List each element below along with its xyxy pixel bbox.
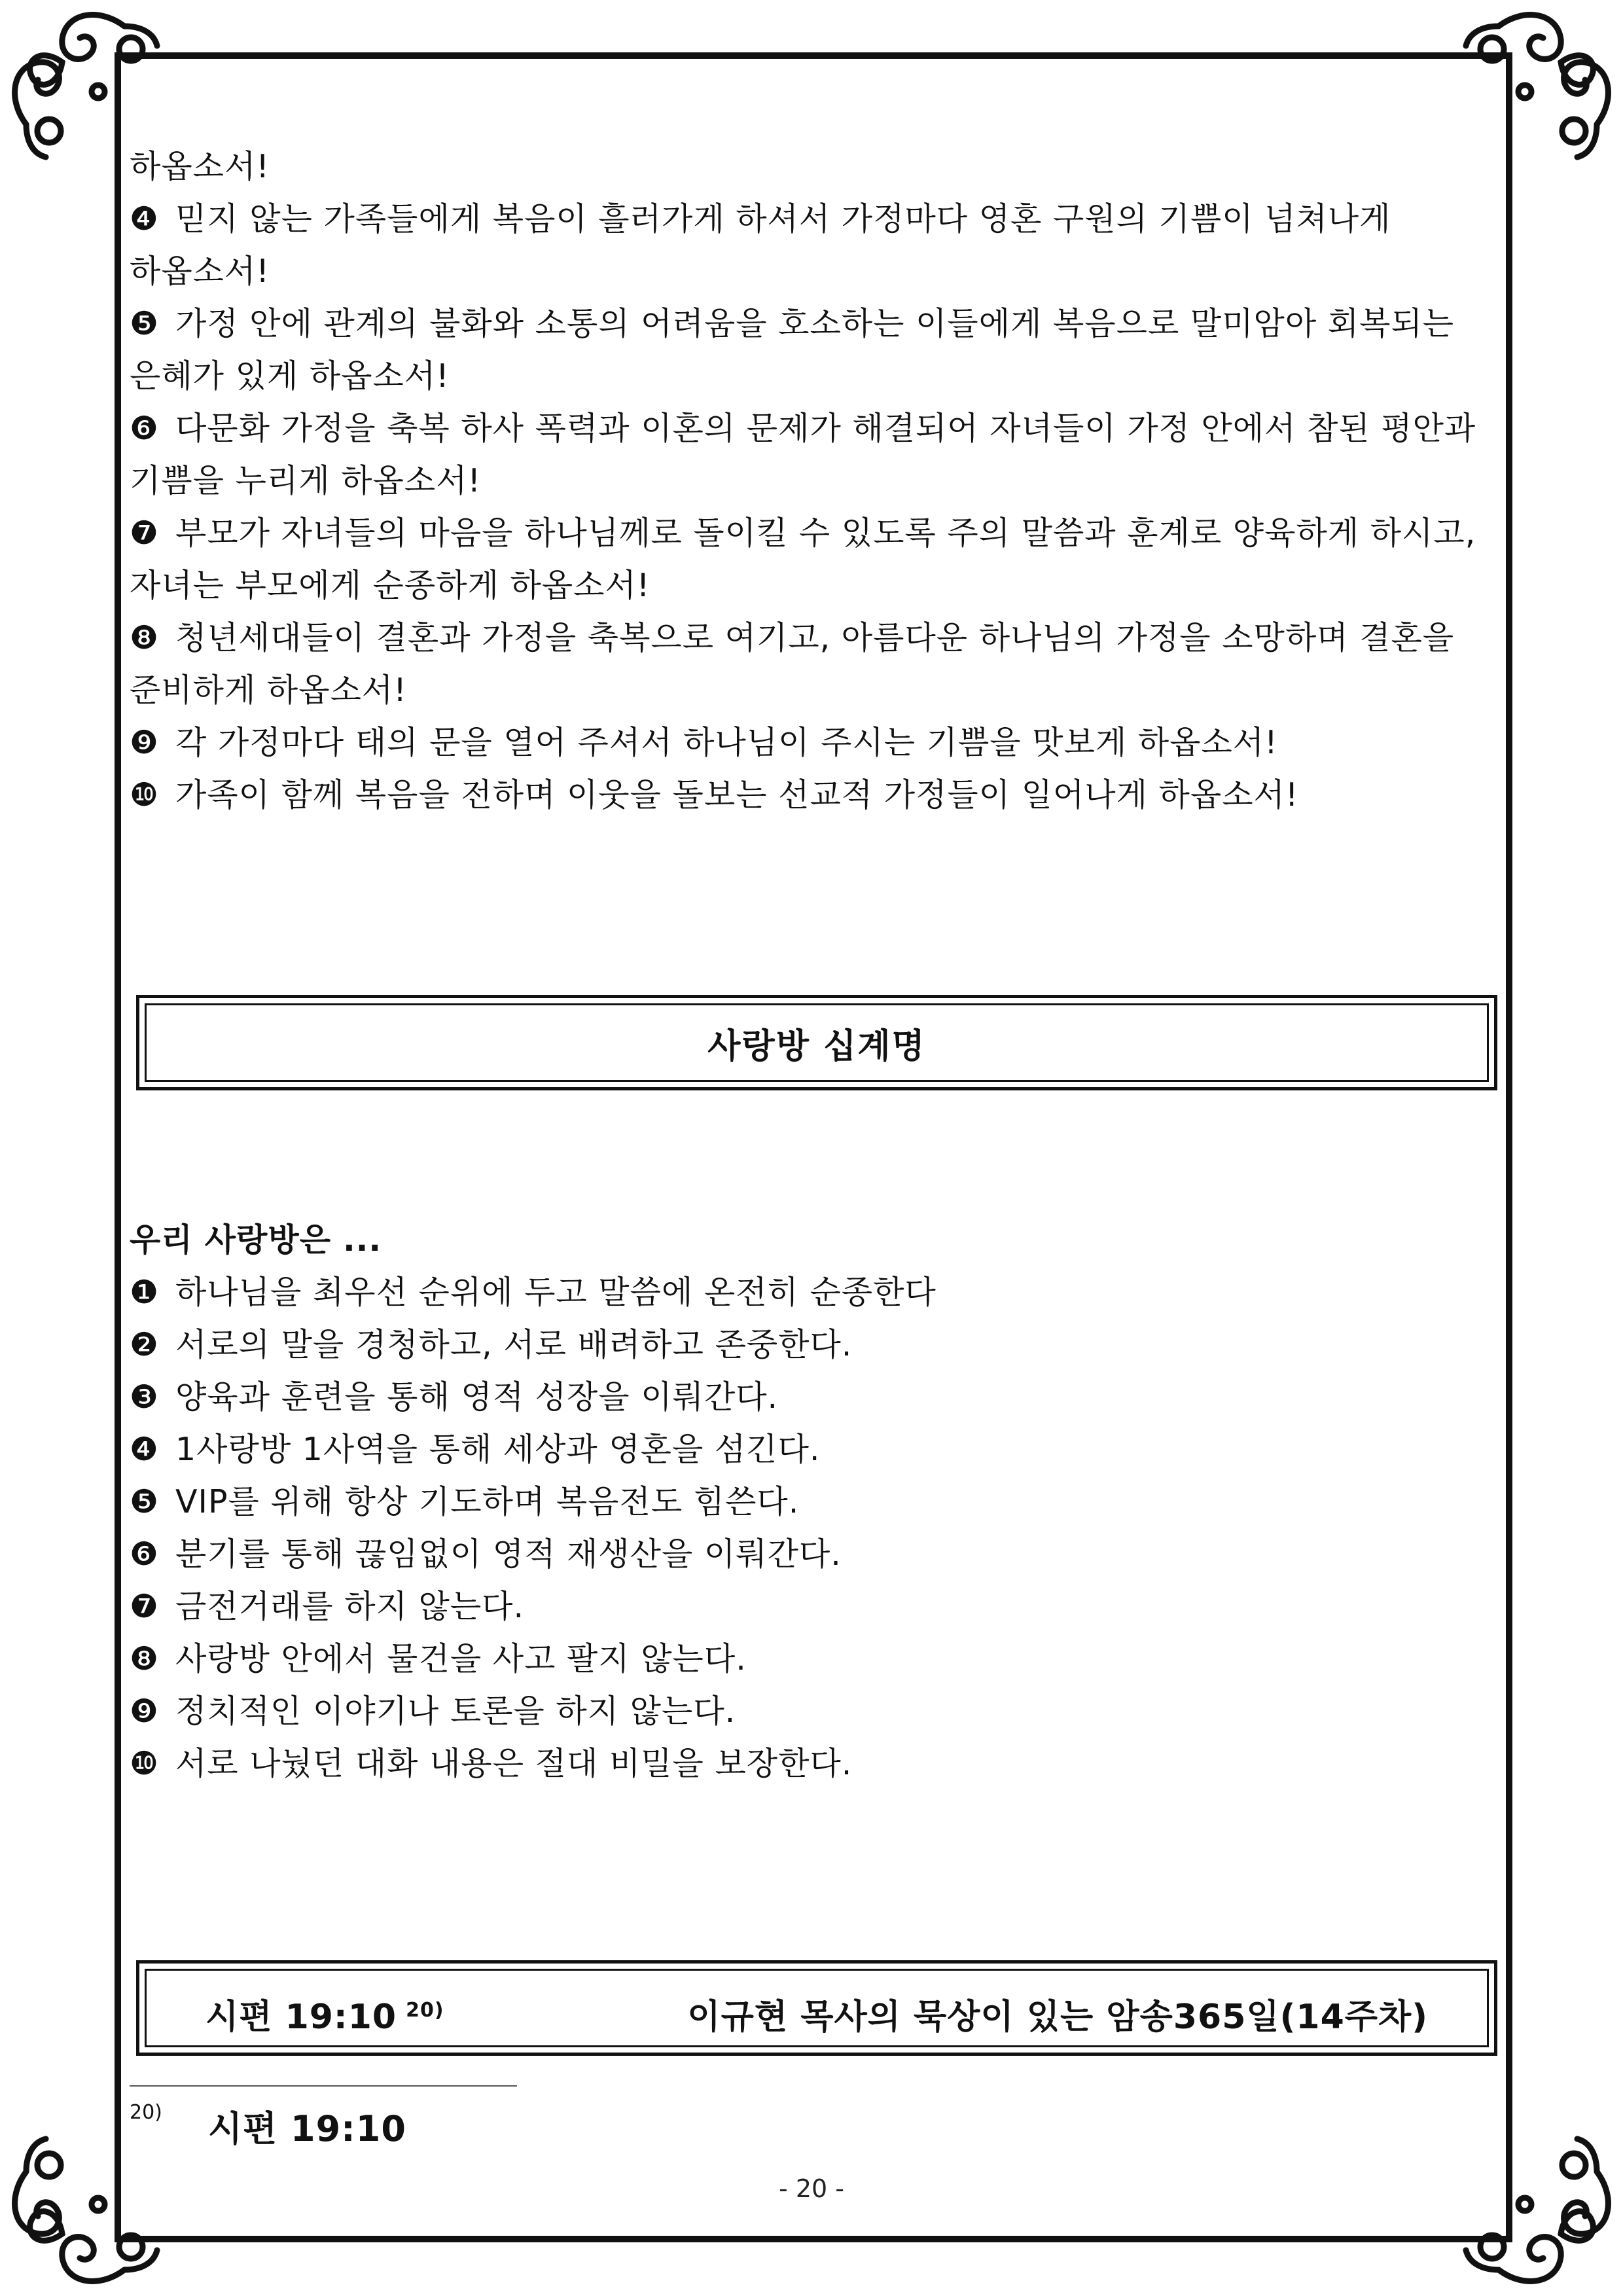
prayer-text: 각 가정마다 태의 문을 열어 주셔서 하나님이 주시는 기쁨을 맛보게 하옵소서! bbox=[175, 724, 1278, 761]
corner-ornament-bottom-right bbox=[1459, 2132, 1623, 2296]
section-title: 사랑방 십계명 bbox=[145, 1003, 1489, 1082]
prayer-number: ❺ bbox=[130, 305, 159, 342]
prayer-line bbox=[130, 664, 1504, 717]
prayer-text: 청년세대들이 결혼과 가정을 축복으로 여기고, 아름다운 하나님의 가정을 소망하며 결혼을 bbox=[175, 619, 1455, 656]
corner-ornament-bottom-left bbox=[0, 2132, 164, 2296]
verse-source: 이규현 목사의 묵상이 있는 암송365일(14주차) bbox=[687, 1998, 1428, 2037]
commandment-text: 1사랑방 1사역을 통해 세상과 영혼을 섬긴다. bbox=[175, 1431, 821, 1468]
commandment-number: ❸ bbox=[130, 1378, 159, 1416]
commandment-item bbox=[130, 1738, 1438, 1790]
commandment-text: VIP를 위해 항상 기도하며 복음전도 힘쓴다. bbox=[175, 1483, 800, 1520]
prayer-text: 은혜가 있게 하옵소서! bbox=[130, 357, 450, 395]
commandment-heading: 우리 사랑방은 ... bbox=[130, 1221, 382, 1259]
commandment-number: ❶ bbox=[130, 1274, 159, 1311]
commandment-item bbox=[130, 1685, 1438, 1738]
memory-verse-inner bbox=[145, 1969, 1489, 2047]
prayer-line bbox=[130, 717, 1504, 769]
prayer-line bbox=[130, 350, 1504, 403]
commandment-text: 서로의 말을 경청하고, 서로 배려하고 존중한다. bbox=[175, 1326, 853, 1363]
commandment-item bbox=[130, 1266, 1438, 1319]
commandment-item bbox=[130, 1633, 1438, 1685]
prayer-text: 준비하게 하옵소서! bbox=[130, 672, 407, 709]
commandment-number: ❺ bbox=[130, 1483, 159, 1520]
prayer-text: 믿지 않는 가족들에게 복음이 흘러가게 하셔서 가정마다 영혼 구원의 기쁨이 넘쳐나게 bbox=[175, 200, 1391, 238]
commandment-text: 사랑방 안에서 물건을 사고 팔지 않는다. bbox=[175, 1640, 747, 1677]
memory-verse-box bbox=[136, 1960, 1497, 2056]
prayer-line bbox=[130, 193, 1504, 245]
prayer-text: 기쁨을 누리게 하옵소서! bbox=[130, 462, 482, 499]
footnote-marker[interactable]: 20) bbox=[406, 1998, 444, 2022]
commandment-item bbox=[130, 1581, 1438, 1633]
prayer-text: 가족이 함께 복음을 전하며 이웃을 돌보는 선교적 가정들이 일어나게 하옵소서! bbox=[175, 776, 1299, 814]
prayer-number: ❼ bbox=[130, 514, 159, 552]
commandment-item bbox=[130, 1528, 1438, 1581]
verse-reference bbox=[205, 1989, 444, 2038]
prayer-number: ❹ bbox=[130, 200, 159, 238]
prayer-text: 하옵소서! bbox=[130, 148, 270, 185]
commandment-item bbox=[130, 1424, 1438, 1476]
commandment-number: ❷ bbox=[130, 1326, 159, 1363]
commandment-text: 정치적인 이야기나 토론을 하지 않는다. bbox=[175, 1693, 736, 1730]
footnote bbox=[130, 2101, 406, 2153]
corner-ornament-top-right bbox=[1459, 0, 1623, 164]
commandment-number: ❻ bbox=[130, 1535, 159, 1573]
prayer-line bbox=[130, 245, 1504, 298]
prayer-text: 다문화 가정을 축복 하사 폭력과 이혼의 문제가 해결되어 자녀들이 가정 안에서 참된 평안과 bbox=[175, 410, 1476, 447]
prayer-line bbox=[130, 403, 1504, 455]
prayer-number: ❿ bbox=[130, 776, 159, 814]
commandment-text: 서로 나눴던 대화 내용은 절대 비밀을 보장한다. bbox=[175, 1745, 853, 1782]
commandment-number: ❿ bbox=[130, 1745, 159, 1782]
footnote-separator bbox=[130, 2085, 517, 2087]
commandment-text: 금전거래를 하지 않는다. bbox=[175, 1588, 525, 1625]
section-title-box bbox=[136, 995, 1497, 1090]
prayer-line bbox=[130, 141, 1504, 193]
commandment-number: ❹ bbox=[130, 1431, 159, 1468]
prayer-line bbox=[130, 507, 1504, 560]
commandment-text: 양육과 훈련을 통해 영적 성장을 이뤄간다. bbox=[175, 1378, 779, 1416]
prayer-line bbox=[130, 455, 1504, 507]
page-number: - 20 - bbox=[779, 2174, 844, 2203]
prayer-text: 하옵소서! bbox=[130, 253, 270, 290]
prayer-number: ❽ bbox=[130, 619, 159, 656]
prayer-line bbox=[130, 769, 1504, 821]
corner-ornament-top-left bbox=[0, 0, 164, 164]
footnote-number: 20) bbox=[130, 2101, 162, 2124]
commandment-number: ❽ bbox=[130, 1640, 159, 1677]
commandment-item bbox=[130, 1371, 1438, 1424]
prayer-text: 자녀는 부모에게 순종하게 하옵소서! bbox=[130, 567, 651, 604]
commandment-text: 하나님을 최우선 순위에 두고 말씀에 온전히 순종한다 bbox=[175, 1274, 936, 1311]
commandment-number: ❾ bbox=[130, 1693, 159, 1730]
prayer-line bbox=[130, 298, 1504, 350]
commandment-text: 분기를 통해 끊임없이 영적 재생산을 이뤄간다. bbox=[175, 1535, 842, 1573]
commandment-item bbox=[130, 1476, 1438, 1528]
prayer-number: ❻ bbox=[130, 410, 159, 447]
prayer-number: ❾ bbox=[130, 724, 159, 761]
prayer-line bbox=[130, 560, 1504, 612]
footnote-text: 시편 19:10 bbox=[207, 2108, 406, 2149]
prayer-line bbox=[130, 612, 1504, 664]
commandment-number: ❼ bbox=[130, 1588, 159, 1625]
commandment-item bbox=[130, 1319, 1438, 1371]
prayer-text: 부모가 자녀들의 마음을 하나님께로 돌이킬 수 있도록 주의 말씀과 훈계로 양육하게 하시고, bbox=[175, 514, 1476, 552]
verse-reference-text: 시편 19:10 bbox=[205, 1998, 397, 2037]
prayer-text: 가정 안에 관계의 불화와 소통의 어려움을 호소하는 이들에게 복음으로 말미암아 회복되는 bbox=[175, 305, 1455, 342]
commandment-list bbox=[130, 1214, 1438, 1790]
prayer-list bbox=[130, 141, 1504, 821]
